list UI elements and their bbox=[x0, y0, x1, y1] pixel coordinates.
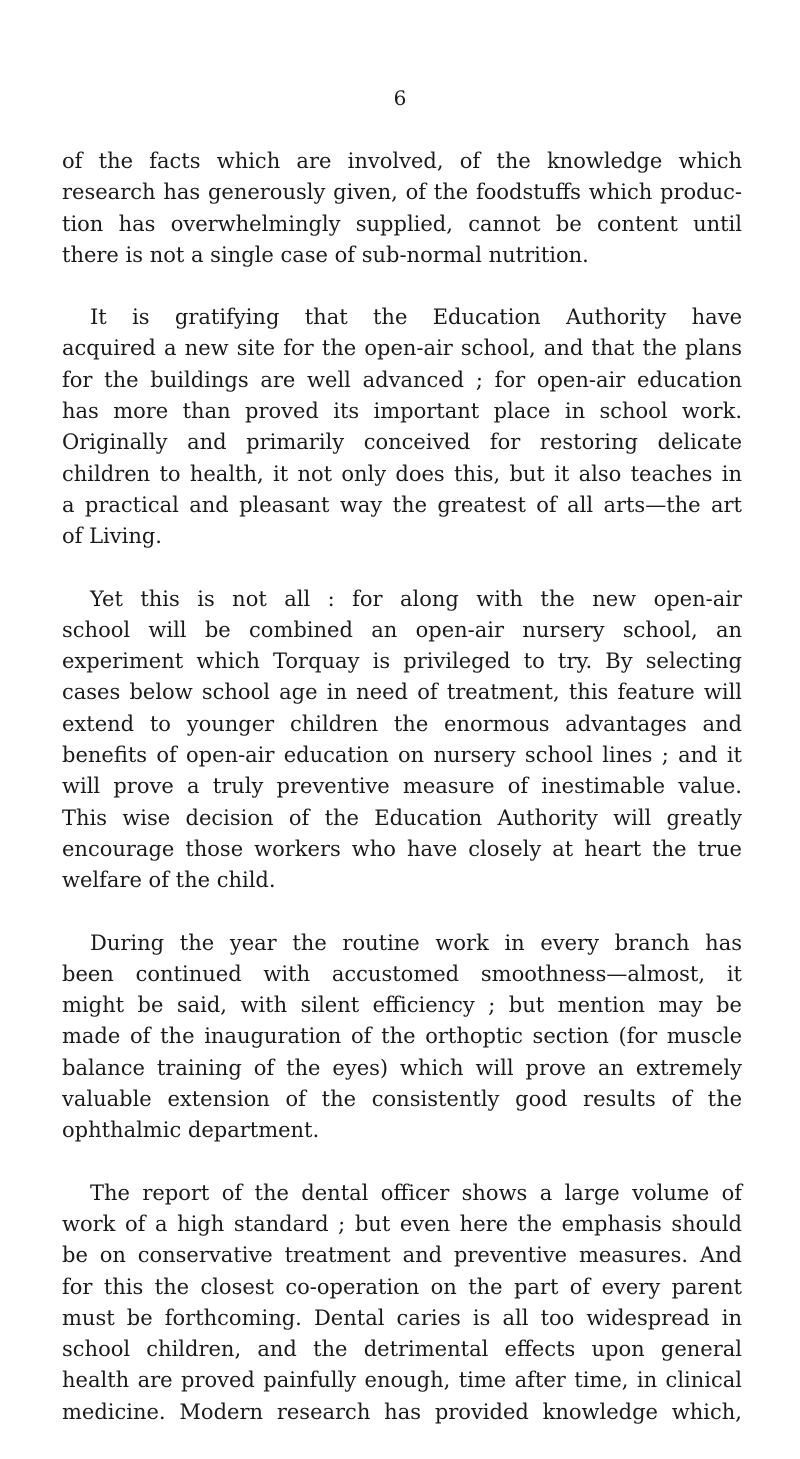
text-line: acquired a new site for the open-air school, and that the plans bbox=[62, 336, 742, 361]
text-line: tion has overwhelmingly supplied, cannot be content until bbox=[62, 211, 742, 236]
text-line: children to health, it not only does this, but it also teaches in bbox=[62, 461, 742, 486]
text-line: of Living. bbox=[62, 524, 162, 549]
text-line: Originally and primarily conceived for restoring delicate bbox=[62, 430, 742, 455]
text-line: will prove a truly preventive measure of inestimable value. bbox=[62, 774, 742, 799]
text-line: It is gratifying that the Education Authority have bbox=[90, 305, 742, 330]
text-line: Yet this is not all : for along with the new open-air bbox=[90, 586, 742, 611]
text-line: medicine. Modern research has provided knowledge which, bbox=[62, 1399, 742, 1424]
text-line: made of the inauguration of the orthoptic section (for muscle bbox=[62, 1024, 742, 1049]
text-line: This wise decision of the Education Authority will greatly bbox=[62, 805, 742, 830]
text-line: for this the closest co-operation on the part of every parent bbox=[62, 1274, 742, 1299]
text-line: there is not a single case of sub-normal nutrition. bbox=[62, 242, 589, 267]
text-line: a practical and pleasant way the greatest of all arts—the art bbox=[62, 492, 742, 517]
text-line: school children, and the detrimental effects upon general bbox=[62, 1337, 742, 1362]
paragraph-2 bbox=[62, 302, 742, 552]
page-number: 6 bbox=[393, 86, 407, 110]
text-line: must be forthcoming. Dental caries is all too widespread in bbox=[62, 1305, 742, 1330]
text-line: has more than proved its important place in school work. bbox=[62, 399, 742, 424]
paragraph-3 bbox=[62, 584, 742, 897]
paragraph-5 bbox=[62, 1178, 742, 1428]
text-line: cases below school age in need of treatment, this feature will bbox=[62, 680, 742, 705]
text-line: During the year the routine work in every branch has bbox=[90, 930, 742, 955]
text-line: valuable extension of the consistently good results of the bbox=[62, 1087, 742, 1112]
text-line: extend to younger children the enormous advantages and bbox=[62, 711, 742, 736]
text-line: be on conservative treatment and preventive measures. And bbox=[62, 1243, 742, 1268]
text-line: work of a high standard ; but even here the emphasis should bbox=[62, 1211, 742, 1236]
text-line: of the facts which are involved, of the knowledge which bbox=[62, 149, 742, 173]
text-line: been continued with accustomed smoothness—almost, it bbox=[62, 961, 742, 986]
text-line: research has generously given, of the foodstuffs which produc- bbox=[62, 180, 742, 205]
text-line: The report of the dental officer shows a large volume of bbox=[90, 1180, 742, 1205]
text-line: benefits of open-air education on nursery school lines ; and it bbox=[62, 743, 742, 768]
text-line: school will be combined an open-air nursery school, an bbox=[62, 617, 742, 642]
body-text bbox=[62, 146, 742, 1459]
paragraph-4 bbox=[62, 928, 742, 1147]
text-line: experiment which Torquay is privileged to try. By selecting bbox=[62, 649, 742, 674]
text-line: for the buildings are well advanced ; for open-air education bbox=[62, 367, 742, 392]
text-line: health are proved painfully enough, time after time, in clinical bbox=[62, 1368, 742, 1393]
text-line: welfare of the child. bbox=[62, 868, 276, 893]
text-line: ophthalmic department. bbox=[62, 1118, 320, 1143]
paragraph-1 bbox=[62, 146, 742, 271]
text-line: encourage those workers who have closely at heart the true bbox=[62, 836, 742, 861]
text-line: might be said, with silent efficiency ; but mention may be bbox=[62, 993, 742, 1018]
text-line: balance training of the eyes) which will prove an extremely bbox=[62, 1055, 742, 1080]
